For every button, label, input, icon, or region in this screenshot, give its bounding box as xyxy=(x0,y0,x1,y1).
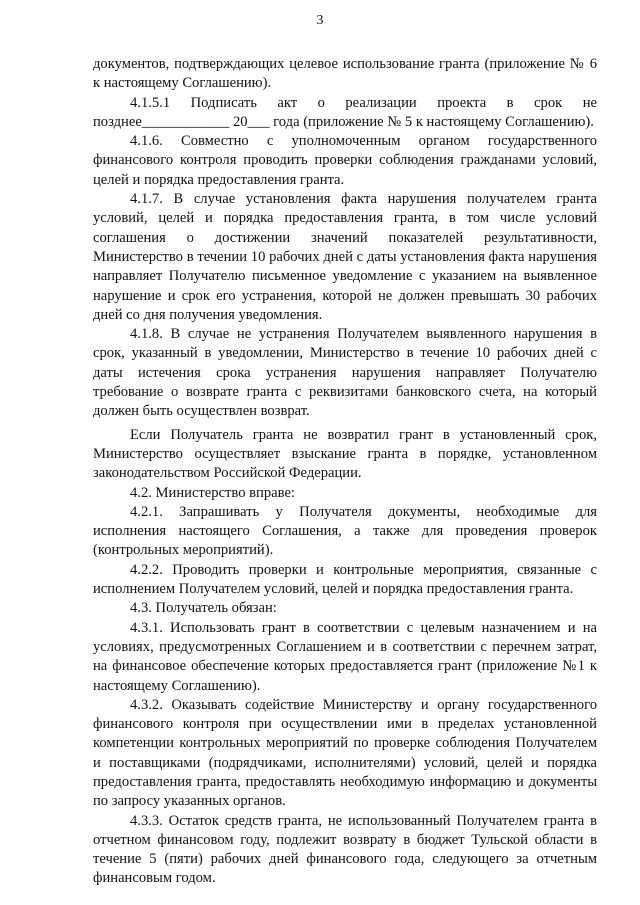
paragraph-continuation: документов, подтверждающих целевое использование гранта (приложение № 6 к настоящему Соглашению). xyxy=(93,56,597,92)
paragraph-4-3-3: 4.3.3. Остаток средств гранта, не использованный Получателем гранта в отчетном финансовом году, подлежит возврату в бюджет Тульской области в течение 5 (пяти) рабочих дней финансового года, следующего за отчетным финансовым годом. xyxy=(93,812,597,887)
paragraph-4-2-heading: 4.2. Министерство вправе: xyxy=(130,484,295,501)
paragraph-4-1-7: 4.1.7. В случае установления факта нарушения получателем гранта условий, целей и порядка предоставления гранта, в том числе условий соглашения о достижении значений показателей результативности, Министерство в течении 10 рабочих дней с даты установления факта нарушения направляет Получателю письменное уведомление с указанием на выявленное нарушение и срок его устранения, которой не должен превышать 30 рабочих дней со дня получения уведомления. xyxy=(93,191,597,323)
paragraph-4-3-2: 4.3.2. Оказывать содействие Министерству и органу государственного финансового контроля при осуществлении ими в пределах установленной компетенции контрольных мероприятий по проверке соблюдения Получателем и поставщиками (подрядчиками, исполнителями) условий, целей и порядка предоставления гранта, предоставлять необходимую информацию и документы по запросу указанных органов. xyxy=(93,696,597,810)
document-body xyxy=(93,55,597,889)
paragraph-refund-enforcement: Если Получатель гранта не возвратил грант в установленный срок, Министерство осуществляет взыскание гранта в порядке, установленном законодательством Российской Федерации. xyxy=(93,426,597,482)
page-number: 3 xyxy=(316,13,324,28)
paragraph-4-1-6: 4.1.6. Совместно с уполномоченным органом государственного финансового контроля проводить проверки соблюдения гражданами условий, целей и порядка предоставления гранта. xyxy=(93,133,597,188)
paragraph-4-3-heading: 4.3. Получатель обязан: xyxy=(130,600,277,617)
paragraph-4-2-1: 4.2.1. Запрашивать у Получателя документы, необходимые для исполнения настоящего Соглашения, а также для проведения проверок (контрольных мероприятий). xyxy=(93,503,597,559)
paragraph-4-1-8: 4.1.8. В случае не устранения Получателем выявленного нарушения в срок, указанный в уведомлении, Министерство в течение 10 рабочих дней с даты истечения срока устранения нарушения направляет Получателю требование о возврате гранта с реквизитами банковского счета, на который должен быть осуществлен возврат. xyxy=(93,326,597,420)
paragraph-4-2-2: 4.2.2. Проводить проверки и контрольные мероприятия, связанные с исполнением Получателем условий, целей и порядка предоставления гранта. xyxy=(93,561,597,598)
paragraph-4-1-5-1: 4.1.5.1 Подписать акт о реализации проекта в срок не позднее____________ 20___ года (приложение № 5 к настоящему Соглашению). xyxy=(93,94,597,130)
paragraph-4-3-1: 4.3.1. Использовать грант в соответствии с целевым назначением и на условиях, предусмотренных Соглашением и в соответствии с перечнем затрат, на финансовое обеспечение которых предоставляется грант (приложение №1 к настоящему Соглашению). xyxy=(93,619,597,694)
